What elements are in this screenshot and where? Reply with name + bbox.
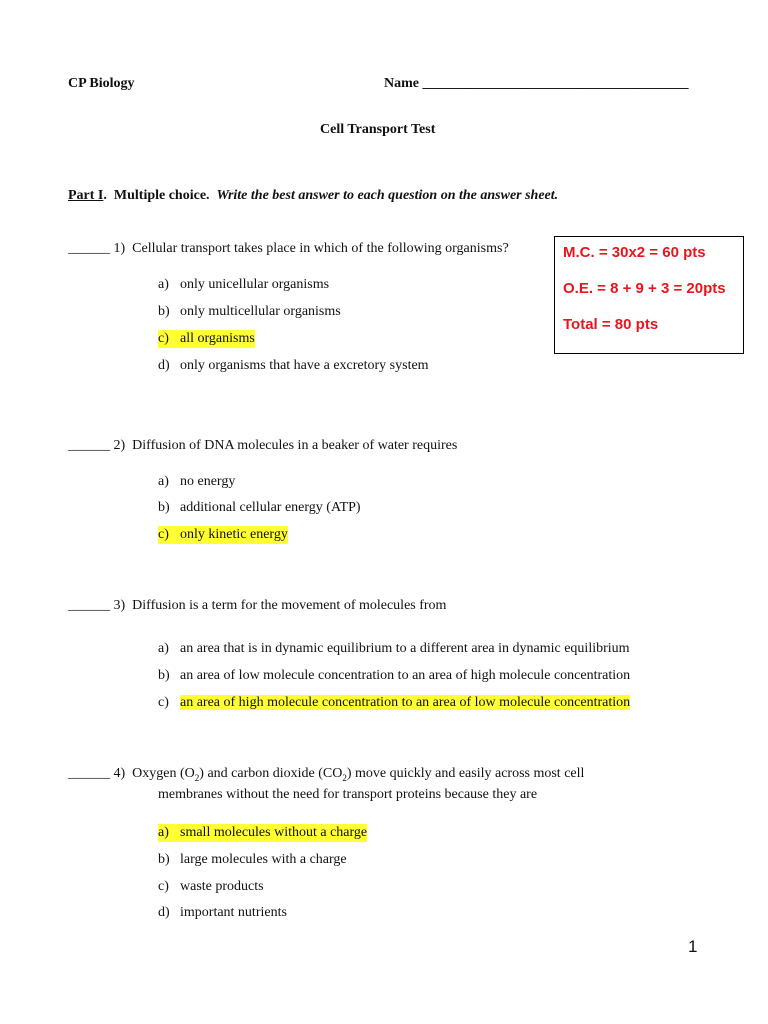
option-text: no energy [180,474,236,489]
option-letter: d) [158,905,170,920]
option-c [158,694,630,712]
option-letter: c) [158,527,169,542]
option-letter: b) [158,500,170,515]
question-4 [68,765,584,787]
answer-blank: ______ [68,598,110,613]
option-a [158,473,235,491]
option-letter: b) [158,852,170,867]
question-text: Oxygen $(O_2)$ and carbon dioxide $(CO_2)$ move quickly and easily across most cell [132,766,585,783]
option-text: additional cellular energy (ATP) [180,500,361,515]
option-b [158,499,361,517]
score-box [554,236,744,354]
name-field-label: Name ______________________________________ [384,76,689,91]
option-text: only multicellular organisms [180,304,341,319]
part-instruction: Write the best answer to each question on the answer sheet. [216,188,559,203]
option-text: only kinetic energy [180,527,288,542]
option-letter: c) [158,331,169,346]
option-d [158,357,429,375]
option-text: an area that is in dynamic equilibrium to a different area in dynamic equilibrium [180,641,630,656]
option-a [158,276,329,294]
option-b [158,303,341,321]
option-letter: b) [158,668,170,683]
score-oe: O.E. = 8 + 9 + 3 = 20pts [563,280,726,297]
question-2 [68,437,457,455]
question-1 [68,240,509,258]
option-b [158,851,347,869]
page-number: 1 [688,937,698,956]
option-a-highlighted [158,824,367,842]
option-text: only unicellular organisms [180,277,330,292]
option-text: all organisms [180,331,255,346]
option-text: an area of low molecule concentration to an area of high molecule concentration [180,668,631,683]
answer-blank: ______ [68,438,110,453]
option-d [158,904,287,922]
question-number: 1) [113,241,126,256]
option-letter: c) [158,695,169,710]
option-c [158,878,264,896]
answer-blank: ______ [68,241,110,256]
page-title: Cell Transport Test [320,122,436,137]
part-label: Part I [68,188,104,203]
option-text-highlighted: an area of high molecule concentration to an area of low molecule concentration [180,695,631,710]
option-letter: a) [158,277,169,292]
question-text-line2: membranes without the need for transport proteins because they are [158,787,538,802]
question-text: Cellular transport takes place in which of the following organisms? [132,241,509,256]
score-total: Total = 80 pts [563,316,659,333]
option-text: waste products [180,879,264,894]
option-c-highlighted [158,330,255,348]
question-3 [68,597,446,615]
option-letter: d) [158,358,170,373]
option-letter: c) [158,879,169,894]
part-period: . [103,188,107,203]
option-text: large molecules with a charge [180,852,347,867]
option-letter: a) [158,641,169,656]
part-heading [68,187,558,205]
part-heading-text: Multiple choice. [113,188,210,203]
question-text: Diffusion of DNA molecules in a beaker of water requires [132,438,458,453]
answer-blank: ______ [68,766,110,781]
option-a [158,640,630,658]
question-number: 2) [113,438,126,453]
option-text: only organisms that have a excretory system [180,358,429,373]
score-mc: M.C. = 30x2 = 60 pts [563,244,706,261]
option-c-highlighted [158,526,288,544]
question-number: 3) [113,598,126,613]
course-title: CP Biology [68,76,135,91]
option-text: small molecules without a charge [180,825,368,840]
question-text: Diffusion is a term for the movement of molecules from [132,598,447,613]
option-letter: b) [158,304,170,319]
option-letter: a) [158,825,169,840]
option-letter: a) [158,474,169,489]
option-text: important nutrients [180,905,287,920]
question-number: 4) [113,766,126,781]
option-b [158,667,630,685]
